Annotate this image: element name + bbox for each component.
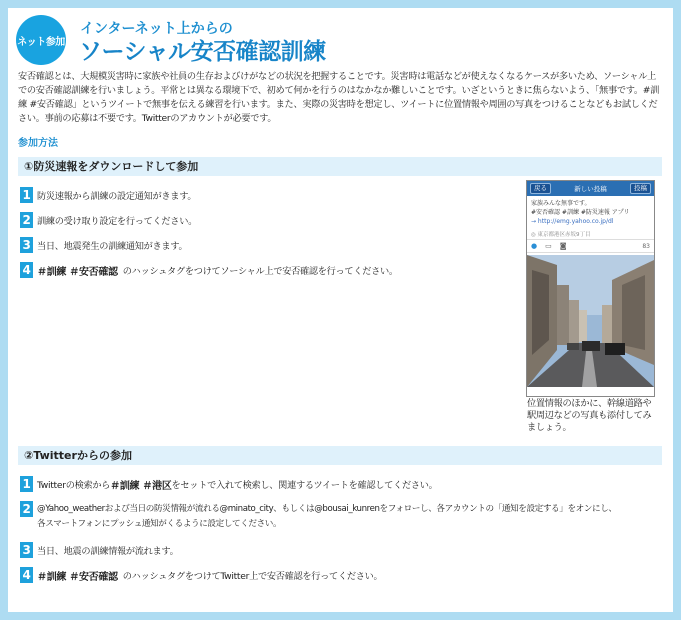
post-button: 投稿 bbox=[630, 183, 651, 194]
step-text: 訓練の受け取り設定を行ってください。 bbox=[37, 216, 197, 227]
step-text: をセットで入れて検索し、関連するツイートを確認してください。 bbox=[171, 480, 438, 491]
app-step-2 bbox=[20, 212, 197, 228]
step-text-block bbox=[37, 502, 617, 532]
char-count: 83 bbox=[642, 242, 650, 250]
page-title: ソーシャル安否確認訓練 bbox=[79, 39, 326, 65]
step-text: 当日、地震発生の訓練通知がきます。 bbox=[37, 241, 188, 252]
tweet-line: #安否確認 #訓練 #防災速報 アプリ bbox=[531, 209, 630, 216]
section-app-heading: ①防災速報をダウンロードして参加 bbox=[18, 157, 662, 176]
image-icon: ▭ bbox=[545, 242, 552, 250]
step-text: のハッシュタグをつけてソーシャル上で安否確認を行ってください。 bbox=[122, 266, 398, 277]
twitter-step-3 bbox=[20, 542, 178, 558]
hashtag-text: ＃訓練 ＃安否確認 bbox=[37, 571, 118, 583]
hashtag-text: ＃訓練 ＃安否確認 bbox=[37, 266, 118, 278]
twitter-step-4 bbox=[20, 567, 382, 583]
location-text: ◎ 東京都港区赤坂9丁目 bbox=[531, 232, 591, 238]
step-number: 3 bbox=[20, 237, 33, 253]
twitter-step-2 bbox=[20, 501, 617, 532]
app-step-1 bbox=[20, 187, 196, 203]
section-twitter-heading: ②Twitterからの参加 bbox=[18, 446, 662, 465]
location-pin-icon: ● bbox=[531, 242, 538, 250]
street-photo-image bbox=[527, 255, 654, 387]
tweet-link: → http://emg.yahoo.co.jp/dl bbox=[531, 218, 614, 225]
twitter-step-1 bbox=[20, 476, 438, 492]
tweet-draft bbox=[527, 196, 654, 229]
back-button: 戻る bbox=[530, 183, 551, 194]
step-text: 防災速報から訓練の設定通知がきます。 bbox=[37, 191, 197, 202]
app-step-4 bbox=[20, 262, 398, 278]
step-number: 4 bbox=[20, 567, 33, 583]
step-number: 3 bbox=[20, 542, 33, 558]
step-text: 各スマートフォンにプッシュ通知がくるように設定してください。 bbox=[37, 519, 282, 529]
hashtag-text: ＃訓練 ＃港区 bbox=[110, 480, 172, 492]
intro-paragraph: 安否確認とは、大規模災害時に家族や社員の生存およびけがなどの状況を把握することです。災害時は電話などが使えなくなるケースが多いため、ソーシャル上での安否確認訓練を行いましょう。平常とは異なる環境下で、初めて何かを行うのはなかなか難しいことです。いざというときに焦らないよう、「無事です。#訓練 #安否確認」というツイートで無事を伝える練習を行います。また、実際の災害時を想定し、ツイートに位置情報や周囲の写真をつけることなどもお試しください。事前の応募は不要です。Twitterのアカウントが必要です。 bbox=[18, 71, 660, 124]
step-number: 1 bbox=[20, 476, 33, 492]
compose-toolbar bbox=[527, 239, 654, 253]
method-label: 参加方法 bbox=[18, 138, 58, 149]
street-photo bbox=[527, 255, 654, 387]
photo-caption: 位置情報のほかに、幹線道路や駅周辺などの写真も添付してみましょう。 bbox=[527, 398, 652, 433]
step-text: @Yahoo_weatherおよび当日の防災情報が流れる@minato_city、もしくは@bousai_kunrenをフォローし、各アカウントの「通知を設定する」をオンにし、 bbox=[37, 504, 617, 514]
step-text: Twitterの検索から bbox=[37, 480, 111, 491]
step-number: 4 bbox=[20, 262, 33, 278]
net-participation-badge: ネット参加 bbox=[16, 15, 66, 65]
step-number: 1 bbox=[20, 187, 33, 203]
tweet-line: 家族みんな無事です。 bbox=[531, 200, 591, 207]
camera-icon: ◙ bbox=[559, 242, 567, 250]
phone-navbar bbox=[527, 181, 654, 196]
page-subtitle: インターネット上からの bbox=[80, 21, 233, 37]
step-text: のハッシュタグをつけてTwitter上で安否確認を行ってください。 bbox=[122, 571, 383, 582]
step-text: 当日、地震の訓練情報が流れます。 bbox=[37, 546, 179, 557]
step-number: 2 bbox=[20, 212, 33, 228]
app-step-3 bbox=[20, 237, 187, 253]
phone-screen-title: 新しい投稿 bbox=[574, 185, 607, 193]
phone-screenshot bbox=[526, 180, 655, 397]
step-number: 2 bbox=[20, 501, 33, 517]
